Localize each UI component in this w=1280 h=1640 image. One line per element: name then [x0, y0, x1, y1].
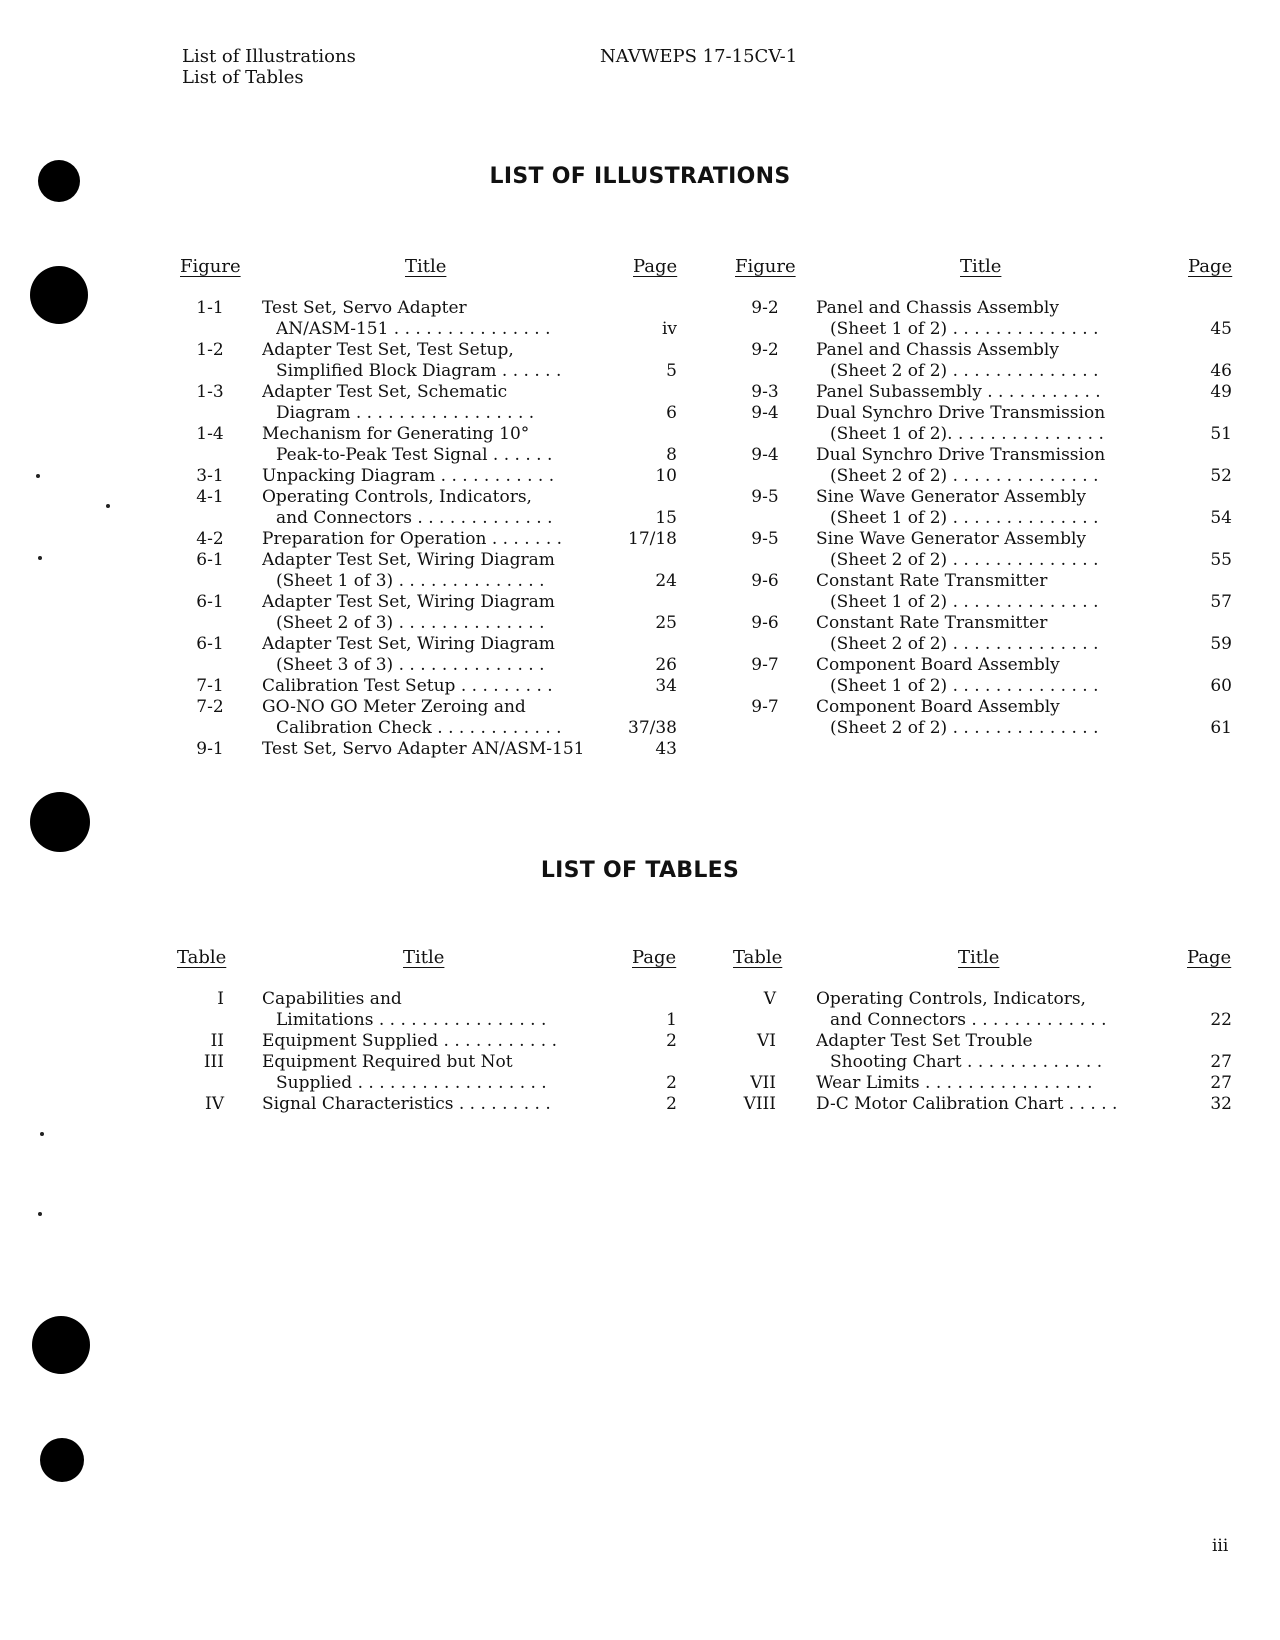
table-entry — [0, 1094, 1280, 1115]
figure-number: 9-5 — [751, 487, 779, 507]
entry-title-line2: Supplied . . . . . . . . . . . . . . . . . . — [276, 1073, 547, 1093]
entry-title-line1: Operating Controls, Indicators, — [262, 487, 532, 507]
entry-page-number: 27 — [1210, 1052, 1232, 1072]
entry-page-number: 8 — [666, 445, 677, 465]
entry-title-line1: Panel Subassembly . . . . . . . . . . . — [816, 382, 1101, 402]
col-title-left: Title — [405, 256, 447, 277]
col-table-left: Table — [177, 947, 227, 968]
figure-number: 9-5 — [751, 529, 779, 549]
entry-page-number: 6 — [666, 403, 677, 423]
table-number: VII — [750, 1073, 776, 1093]
figure-number: 3-1 — [196, 466, 224, 486]
speck — [38, 1212, 42, 1216]
entry-title-line2: (Sheet 3 of 3) . . . . . . . . . . . . . . — [276, 655, 545, 675]
figure-number: 1-2 — [196, 340, 224, 360]
entry-title-line2: and Connectors . . . . . . . . . . . . . — [276, 508, 553, 528]
figure-entry — [0, 445, 1280, 487]
col-page-left: Page — [633, 256, 678, 277]
illustrations-heading: LIST OF ILLUSTRATIONS — [489, 164, 791, 189]
entry-page-number: 2 — [666, 1031, 677, 1051]
entry-title-line2: (Sheet 1 of 2) . . . . . . . . . . . . . . — [830, 319, 1099, 339]
entry-page-number: 15 — [655, 508, 677, 528]
entry-page-number: 2 — [666, 1094, 677, 1114]
entry-page-number: 61 — [1210, 718, 1232, 738]
figure-number: 9-7 — [751, 655, 779, 675]
entry-page-number: 51 — [1210, 424, 1232, 444]
figure-number: 6-1 — [196, 634, 224, 654]
entry-title-line1: Adapter Test Set, Test Setup, — [262, 340, 514, 360]
table-entry — [0, 1031, 1280, 1073]
entry-title-line1: Equipment Required but Not — [262, 1052, 513, 1072]
figure-entry — [0, 340, 1280, 382]
figure-number: 9-4 — [751, 445, 779, 465]
entry-page-number: 46 — [1210, 361, 1232, 381]
figure-number: 9-6 — [751, 613, 779, 633]
entry-title-line1: Component Board Assembly — [816, 697, 1060, 717]
col-title-right-tables: Title — [958, 947, 1000, 968]
col-title-right: Title — [960, 256, 1002, 277]
entry-page-number: 5 — [666, 361, 677, 381]
figure-entry — [0, 529, 1280, 571]
entry-title-line1: Dual Synchro Drive Transmission — [816, 403, 1106, 423]
entry-title-line1: Adapter Test Set Trouble — [816, 1031, 1033, 1051]
entry-title-line1: GO-NO GO Meter Zeroing and — [262, 697, 526, 717]
entry-title-line1: Constant Rate Transmitter — [816, 571, 1048, 591]
entry-title-line2: (Sheet 2 of 2) . . . . . . . . . . . . . . — [830, 550, 1099, 570]
running-header-left — [182, 46, 356, 88]
entry-page-number: 52 — [1210, 466, 1232, 486]
entry-title-line2: Calibration Check . . . . . . . . . . . . — [276, 718, 562, 738]
figure-number: 1-1 — [196, 298, 224, 318]
figure-number: 7-1 — [196, 676, 224, 696]
entry-title-line1: Test Set, Servo Adapter — [262, 298, 467, 318]
col-title-left-tables: Title — [403, 947, 445, 968]
col-figure-right: Figure — [735, 256, 796, 277]
figure-number: 4-1 — [196, 487, 224, 507]
entry-page-number: 1 — [666, 1010, 677, 1030]
table-number: II — [210, 1031, 224, 1051]
entry-title-line1: Signal Characteristics . . . . . . . . . — [262, 1094, 551, 1114]
table-entry — [0, 989, 1280, 1031]
entry-page-number: 22 — [1210, 1010, 1232, 1030]
entry-page-number: 32 — [1210, 1094, 1232, 1114]
figure-number: 6-1 — [196, 550, 224, 570]
figure-number: 4-2 — [196, 529, 224, 549]
entry-title-line2: (Sheet 2 of 2) . . . . . . . . . . . . . . — [830, 361, 1099, 381]
entry-page-number: 2 — [666, 1073, 677, 1093]
figure-number: 9-1 — [196, 739, 224, 759]
figure-number: 9-2 — [751, 340, 779, 360]
entry-title-line2: (Sheet 1 of 2). . . . . . . . . . . . . . . — [830, 424, 1104, 444]
entry-page-number: 54 — [1210, 508, 1232, 528]
figure-number: 1-4 — [196, 424, 224, 444]
entry-title-line1: Sine Wave Generator Assembly — [816, 529, 1087, 549]
table-number: V — [763, 989, 776, 1009]
speck — [40, 1132, 44, 1136]
table-number: VIII — [743, 1094, 776, 1114]
figure-number: 9-3 — [751, 382, 779, 402]
entry-title-line1: Sine Wave Generator Assembly — [816, 487, 1087, 507]
figure-entry — [0, 487, 1280, 529]
figure-number: 9-6 — [751, 571, 779, 591]
figure-entry — [0, 403, 1280, 445]
entry-page-number: 45 — [1210, 319, 1232, 339]
entry-title-line1: Wear Limits . . . . . . . . . . . . . . . . — [816, 1073, 1093, 1093]
entry-title-line1: Panel and Chassis Assembly — [816, 298, 1059, 318]
entry-page-number: 60 — [1210, 676, 1232, 696]
col-table-right: Table — [733, 947, 783, 968]
entry-title-line2: (Sheet 1 of 2) . . . . . . . . . . . . . . — [830, 676, 1099, 696]
entry-page-number: 59 — [1210, 634, 1232, 654]
entry-page-number: 10 — [655, 466, 677, 486]
header-line-illustrations: List of Illustrations — [182, 46, 356, 67]
entry-page-number: 27 — [1210, 1073, 1232, 1093]
entry-title-line2: (Sheet 2 of 3) . . . . . . . . . . . . . . — [276, 613, 545, 633]
entry-title-line2: and Connectors . . . . . . . . . . . . . — [830, 1010, 1107, 1030]
figure-number: 7-2 — [196, 697, 224, 717]
figure-entry — [0, 613, 1280, 655]
entry-title-line1: Component Board Assembly — [816, 655, 1060, 675]
entry-title-line1: Constant Rate Transmitter — [816, 613, 1048, 633]
entry-title-line2: (Sheet 1 of 3) . . . . . . . . . . . . . . — [276, 571, 545, 591]
figure-entry — [0, 655, 1280, 697]
entry-title-line1: Test Set, Servo Adapter AN/ASM-151 — [262, 739, 585, 759]
entry-title-line2: Shooting Chart . . . . . . . . . . . . . — [830, 1052, 1103, 1072]
table-number: III — [203, 1052, 224, 1072]
figure-number: 9-2 — [751, 298, 779, 318]
entry-title-line1: Adapter Test Set, Schematic — [262, 382, 508, 402]
entry-title-line1: Panel and Chassis Assembly — [816, 340, 1059, 360]
entry-title-line2: Simplified Block Diagram . . . . . . — [276, 361, 562, 381]
table-number: VI — [757, 1031, 776, 1051]
entry-title-line2: (Sheet 2 of 2) . . . . . . . . . . . . . . — [830, 466, 1099, 486]
entry-page-number: 17/18 — [628, 529, 677, 549]
binder-hole — [30, 792, 90, 852]
entry-title-line1: D-C Motor Calibration Chart . . . . . — [816, 1094, 1118, 1114]
col-page-left-tables: Page — [632, 947, 677, 968]
tables-heading: LIST OF TABLES — [540, 858, 740, 883]
entry-title-line1: Equipment Supplied . . . . . . . . . . . — [262, 1031, 557, 1051]
entry-page-number: 26 — [655, 655, 677, 675]
entry-title-line2: (Sheet 2 of 2) . . . . . . . . . . . . . . — [830, 634, 1099, 654]
figure-number: 6-1 — [196, 592, 224, 612]
figure-entry — [0, 739, 1280, 760]
entry-title-line2: (Sheet 1 of 2) . . . . . . . . . . . . . . — [830, 508, 1099, 528]
entry-title-line1: Unpacking Diagram . . . . . . . . . . . — [262, 466, 555, 486]
entry-title-line1: Adapter Test Set, Wiring Diagram — [262, 550, 555, 570]
binder-hole — [40, 1438, 84, 1482]
entry-page-number: 43 — [655, 739, 677, 759]
entry-page-number: 24 — [655, 571, 677, 591]
entry-title-line2: Diagram . . . . . . . . . . . . . . . . . — [276, 403, 535, 423]
entry-title-line2: Peak-to-Peak Test Signal . . . . . . — [276, 445, 553, 465]
entry-title-line2: AN/ASM-151 . . . . . . . . . . . . . . . — [276, 319, 551, 339]
figure-entry — [0, 697, 1280, 739]
page-number: iii — [1212, 1536, 1229, 1556]
entry-title-line2: (Sheet 2 of 2) . . . . . . . . . . . . . . — [830, 718, 1099, 738]
binder-hole — [32, 1316, 90, 1374]
document-number: NAVWEPS 17-15CV-1 — [600, 46, 798, 67]
entry-page-number: 49 — [1210, 382, 1232, 402]
entry-title-line1: Dual Synchro Drive Transmission — [816, 445, 1106, 465]
entry-title-line2: (Sheet 1 of 2) . . . . . . . . . . . . . . — [830, 592, 1099, 612]
entry-page-number: 57 — [1210, 592, 1232, 612]
col-figure-left: Figure — [180, 256, 241, 277]
entry-page-number: 34 — [655, 676, 677, 696]
entry-title-line1: Mechanism for Generating 10° — [262, 424, 530, 444]
entry-title-line1: Adapter Test Set, Wiring Diagram — [262, 592, 555, 612]
table-number: I — [217, 989, 224, 1009]
figure-number: 9-4 — [751, 403, 779, 423]
figure-number: 9-7 — [751, 697, 779, 717]
col-page-right-tables: Page — [1187, 947, 1232, 968]
entry-title-line1: Adapter Test Set, Wiring Diagram — [262, 634, 555, 654]
figure-entry — [0, 571, 1280, 613]
entry-title-line1: Preparation for Operation . . . . . . . — [262, 529, 563, 549]
entry-page-number: 55 — [1210, 550, 1232, 570]
entry-title-line1: Calibration Test Setup . . . . . . . . . — [262, 676, 553, 696]
figure-entry — [0, 298, 1280, 340]
entry-title-line1: Operating Controls, Indicators, — [816, 989, 1086, 1009]
col-page-right: Page — [1188, 256, 1233, 277]
figure-entry — [0, 382, 1280, 403]
entry-page-number: iv — [661, 319, 677, 339]
entry-title-line1: Capabilities and — [262, 989, 402, 1009]
table-entry — [0, 1073, 1280, 1094]
entry-title-line2: Limitations . . . . . . . . . . . . . . . . — [276, 1010, 547, 1030]
entry-page-number: 37/38 — [628, 718, 677, 738]
table-number: IV — [205, 1094, 224, 1114]
header-line-tables: List of Tables — [182, 67, 304, 88]
entry-page-number: 25 — [655, 613, 677, 633]
figure-number: 1-3 — [196, 382, 224, 402]
